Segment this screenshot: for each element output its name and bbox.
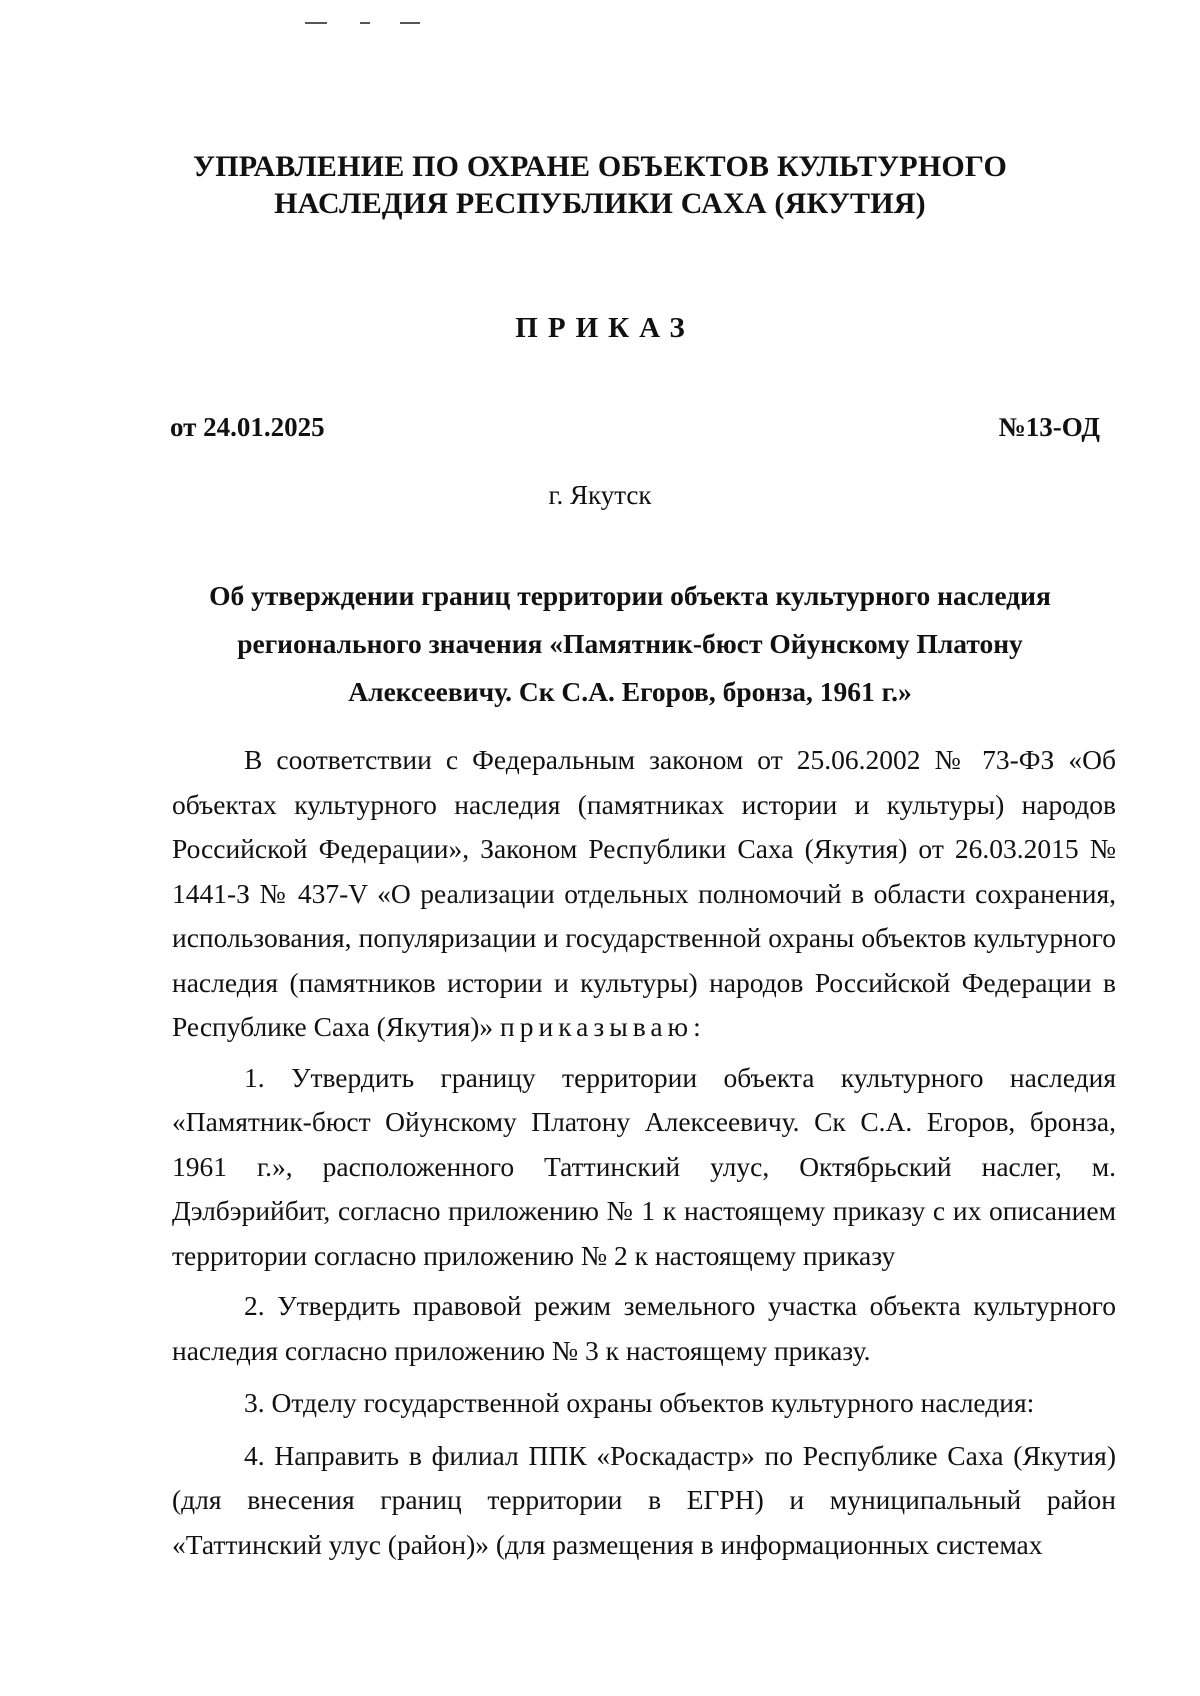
city-line: г. Якутск <box>548 480 652 510</box>
preamble-text: В соответствии с Федеральным законом от 25.06.2002 № 73-ФЗ «Об объектах культурного наследия (памятниках истории и культуры) народов Российской Федерации», Законом Республики Саха (Якутия) от 26.03.2015 № 1441-З № 437-V «О реализации отдельных полномочий в области сохранения, использования, популяризации и государственной охраны объектов культурного наследия (памятников истории и культуры) народов Российской Федерации в Республике Саха (Якутия)» <box>172 744 1116 1042</box>
organization-line-2: НАСЛЕДИЯ РЕСПУБЛИКИ САХА (ЯКУТИЯ) <box>274 187 926 220</box>
order-body <box>172 738 1116 1567</box>
item-4-paragraph: 4. Направить в филиал ППК «Роскадастр» по Республике Саха (Якутия) (для внесения границ территории в ЕГРН) и муниципальный район «Таттинский улус (район)» (для размещения в информационных системах <box>172 1439 1116 1560</box>
item-1-paragraph: 1. Утвердить границу территории объекта культурного наследия «Памятник-бюст Ойунскому Платону Алексеевичу. Ск С.А. Егоров, бронза, 1961 г.», расположенного Таттинский улус, Октябрьский наслег, м. Дэлбэрийбит, согласно приложению № 1 к настоящему приказу с их описанием территории согласно приложению № 2 к настоящему приказу <box>172 1061 1116 1271</box>
preamble-paragraph <box>172 738 1116 1050</box>
order-title <box>140 572 1120 716</box>
organization-header <box>0 148 1200 222</box>
title-line-2: регионального значения «Памятник-бюст Ойунскому Платону <box>237 628 1023 659</box>
order-verb: приказываю: <box>500 1011 706 1042</box>
organization-line-1: УПРАВЛЕНИЕ ПО ОХРАНЕ ОБЪЕКТОВ КУЛЬТУРНОГО <box>193 150 1007 183</box>
item-2-paragraph: 2. Утвердить правовой режим земельного участка объекта культурного наследия согласно приложению № 3 к настоящему приказу. <box>172 1290 1116 1366</box>
order-date: от 24.01.2025 <box>170 412 325 442</box>
order-number: №13-ОД <box>998 412 1100 442</box>
title-line-3: Алексеевичу. Ск С.А. Егоров, бронза, 1961 г.» <box>348 676 912 707</box>
scan-artifact-marks <box>305 22 455 26</box>
date-number-row <box>170 412 1100 443</box>
item-3-paragraph: 3. Отделу государственной охраны объектов культурного наследия: <box>244 1387 1035 1418</box>
title-line-1: Об утверждении границ территории объекта культурного наследия <box>209 580 1051 611</box>
document-type-heading: ПРИКАЗ <box>515 312 695 344</box>
